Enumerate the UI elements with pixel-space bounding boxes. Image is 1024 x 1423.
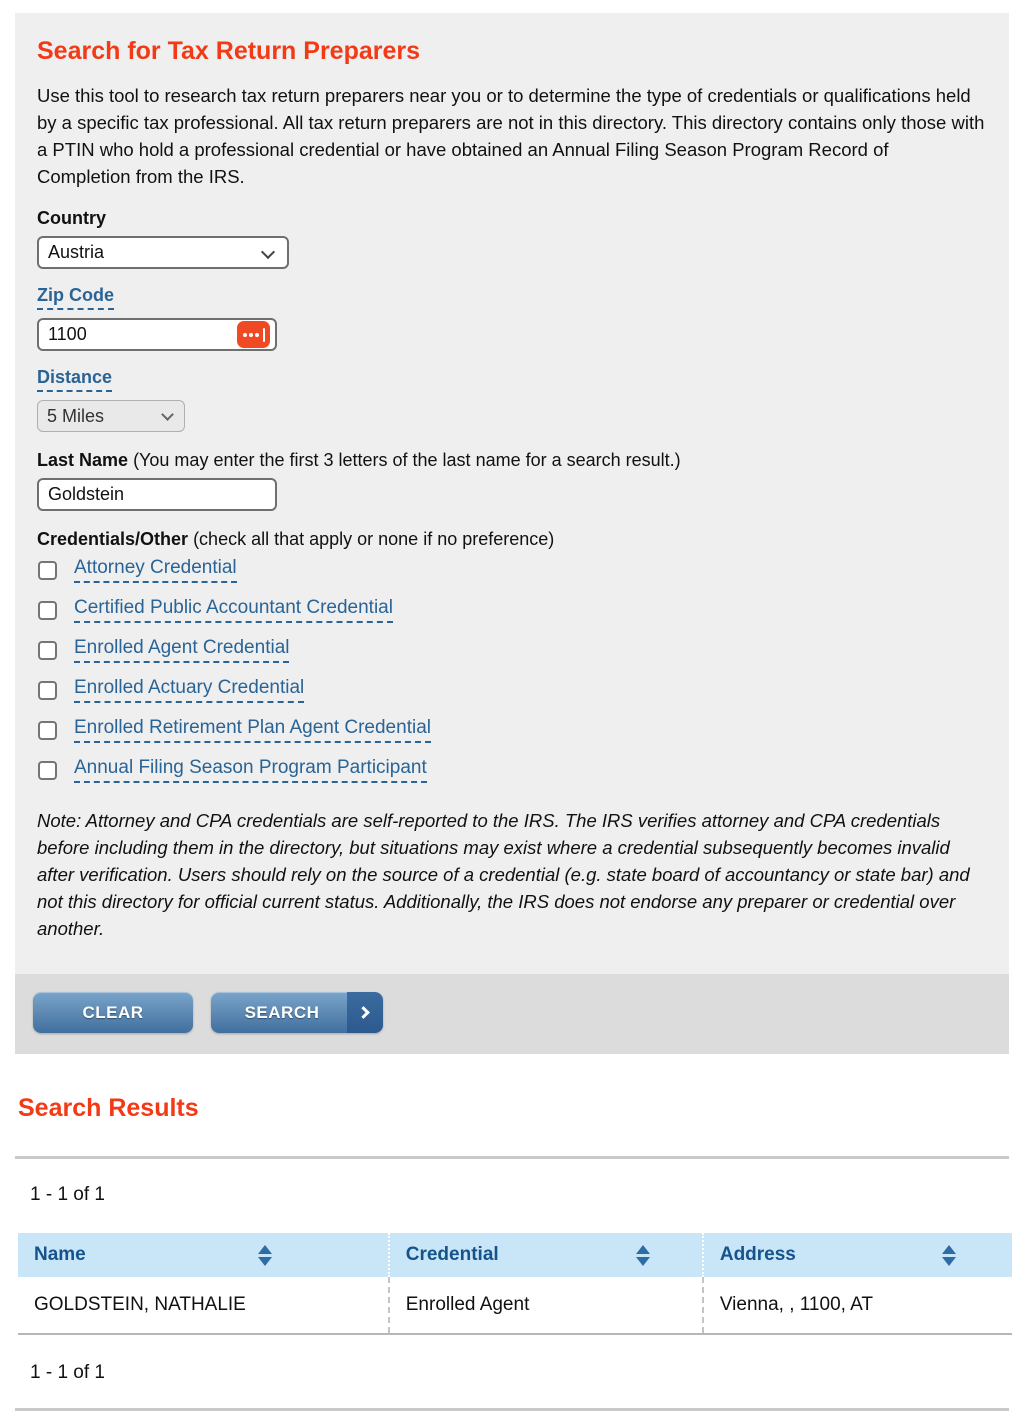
sort-icon[interactable]: [942, 1245, 956, 1266]
chevron-down-icon: [261, 245, 275, 259]
sort-up-icon: [636, 1245, 650, 1254]
sort-down-icon: [636, 1257, 650, 1266]
column-header-name[interactable]: Name: [18, 1233, 389, 1277]
zip-code-label-link[interactable]: Zip Code: [37, 285, 114, 310]
enrolled-actuary-credential-label[interactable]: Enrolled Actuary Credential: [74, 677, 304, 703]
enrolled-agent-credential-checkbox[interactable]: [38, 641, 57, 660]
enrolled-retirement-plan-agent-checkbox[interactable]: [38, 721, 57, 740]
sort-up-icon: [258, 1245, 272, 1254]
search-button-label: SEARCH: [244, 1002, 320, 1022]
chevron-right-icon: [357, 1006, 370, 1019]
result-credential-cell: Enrolled Agent: [389, 1277, 703, 1334]
chevron-down-icon: [161, 408, 174, 421]
enrolled-agent-credential-label[interactable]: Enrolled Agent Credential: [74, 637, 289, 663]
results-table: [18, 1233, 1012, 1335]
clear-button[interactable]: CLEAR: [33, 992, 193, 1033]
pagination-top: 1 - 1 of 1: [30, 1184, 105, 1205]
sort-down-icon: [258, 1257, 272, 1266]
distance-label-link[interactable]: Distance: [37, 367, 112, 392]
credentials-label: Credentials/Other (check all that apply or none if no preference): [37, 529, 555, 549]
result-address-cell: Vienna, , 1100, AT: [703, 1277, 1012, 1334]
sort-down-icon: [942, 1257, 956, 1266]
results-title: Search Results: [18, 1094, 199, 1122]
table-header-row: [18, 1233, 1012, 1277]
credentials-hint: (check all that apply or none if no preference): [193, 529, 555, 549]
column-header-address[interactable]: Address: [703, 1233, 1012, 1277]
page: [0, 13, 1024, 1423]
pagination-bottom: 1 - 1 of 1: [30, 1362, 105, 1383]
search-button[interactable]: [211, 992, 383, 1033]
disclaimer-note: Note: Attorney and CPA credentials are self-reported to the IRS. The IRS verifies attorney and CPA credentials before including them in the directory, but situations may exist where a credential subsequently becomes invalid after verification. Users should rely on the source of a credential (e.g. state board of accountancy or state bar) and not this directory for official current status. Additionally, the IRS does not endorse any preparer or credential over another.: [37, 810, 970, 939]
password-manager-icon[interactable]: [237, 321, 270, 348]
cpa-credential-label[interactable]: Certified Public Accountant Credential: [74, 597, 393, 623]
sort-icon[interactable]: [636, 1245, 650, 1266]
bottom-spacer: [15, 1411, 1009, 1423]
distance-select[interactable]: [37, 400, 185, 432]
sort-up-icon: [942, 1245, 956, 1254]
country-selected-value: Austria: [48, 242, 105, 262]
credential-option-row: [37, 597, 985, 623]
divider: [15, 1156, 1009, 1159]
credential-option-row: [37, 677, 985, 703]
afsp-participant-label[interactable]: Annual Filing Season Program Participant: [74, 757, 427, 783]
zip-field-wrapper: [37, 318, 277, 351]
credential-option-row: [37, 717, 985, 743]
credential-option-row: [37, 757, 985, 783]
last-name-input[interactable]: [37, 478, 277, 511]
search-form-panel: [15, 13, 1009, 974]
country-select[interactable]: [37, 236, 289, 269]
page-title: Search for Tax Return Preparers: [37, 37, 421, 65]
credential-option-row: [37, 557, 985, 583]
afsp-participant-checkbox[interactable]: [38, 761, 57, 780]
cpa-credential-checkbox[interactable]: [38, 601, 57, 620]
result-name-cell: GOLDSTEIN, NATHALIE: [18, 1277, 389, 1334]
attorney-credential-checkbox[interactable]: [38, 561, 57, 580]
button-bar: [15, 974, 1009, 1054]
enrolled-actuary-credential-checkbox[interactable]: [38, 681, 57, 700]
country-label: Country: [37, 208, 106, 228]
sort-icon[interactable]: [258, 1245, 272, 1266]
last-name-label: Last Name (You may enter the first 3 letters of the last name for a search result.): [37, 450, 681, 470]
column-header-credential[interactable]: Credential: [389, 1233, 703, 1277]
attorney-credential-label[interactable]: Attorney Credential: [74, 557, 237, 583]
intro-paragraph: Use this tool to research tax return preparers near you or to determine the type of credentials or qualifications held by a specific tax professional. All tax return preparers are not in this directory. This directory contains only those with a PTIN who hold a professional credential or have obtained an Annual Filing Season Program Record of Completion from the IRS.: [37, 85, 985, 187]
table-row: [18, 1277, 1012, 1334]
distance-selected-value: 5 Miles: [47, 405, 105, 426]
enrolled-retirement-plan-agent-label[interactable]: Enrolled Retirement Plan Agent Credential: [74, 717, 431, 743]
credential-option-row: [37, 637, 985, 663]
last-name-hint: (You may enter the first 3 letters of the last name for a search result.): [133, 450, 681, 470]
